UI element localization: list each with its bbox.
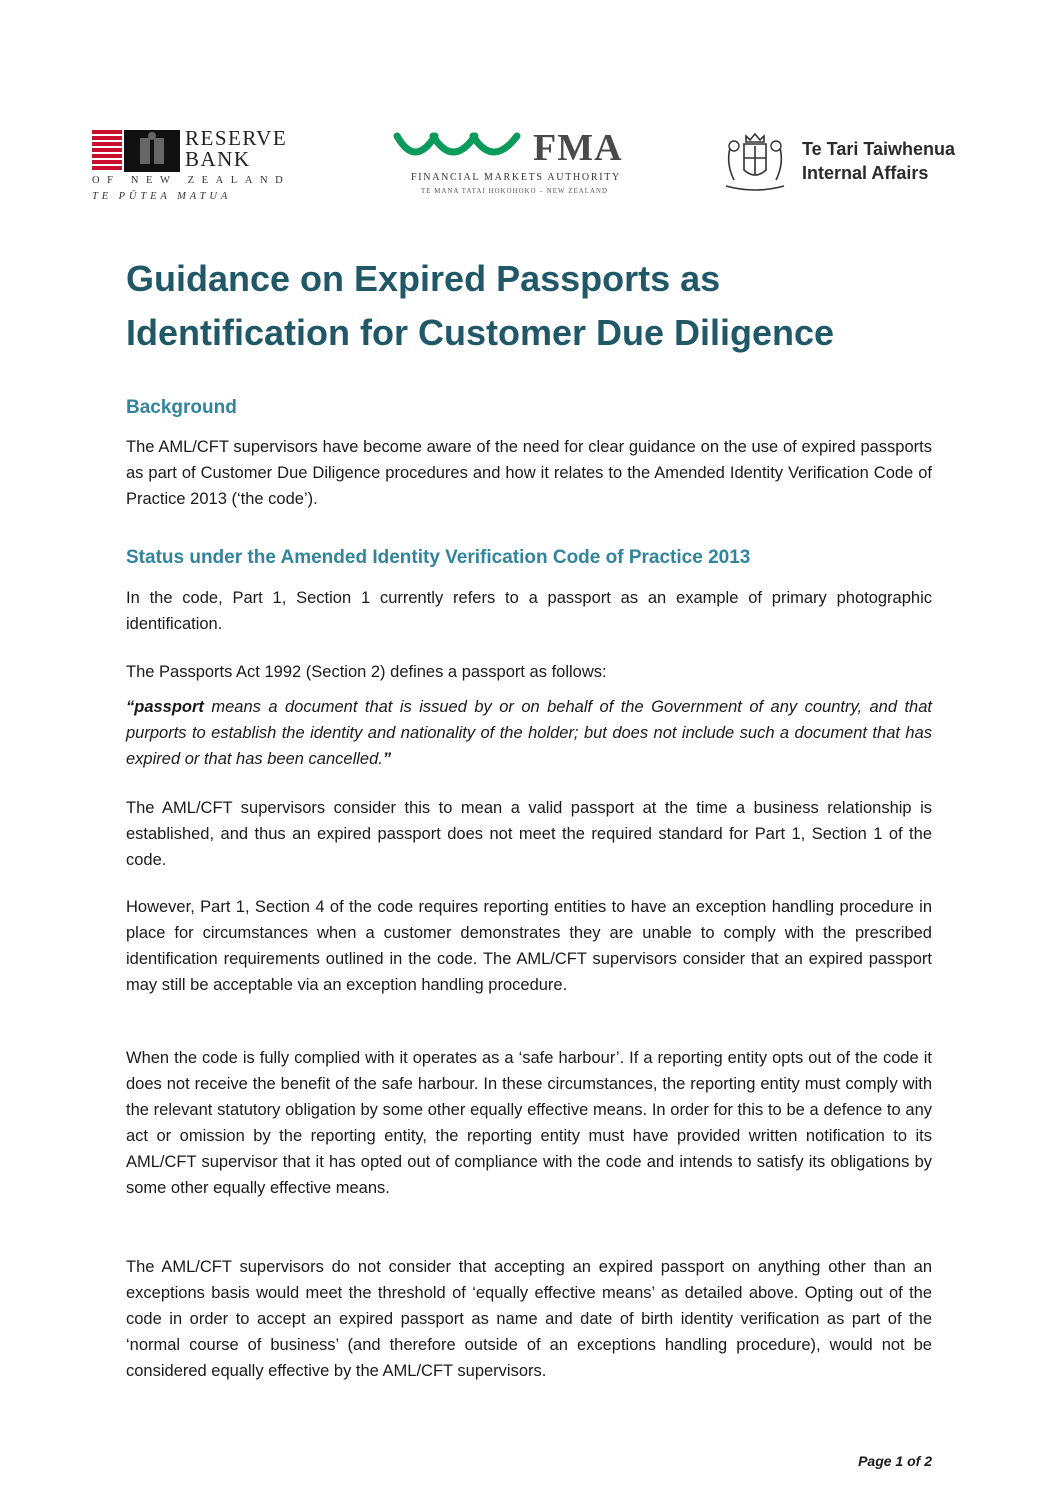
rbnz-crest-icon [92, 130, 180, 172]
title-line-1: Guidance on Expired Passports as [126, 258, 721, 299]
page-title [126, 252, 946, 360]
quote-term: passport [134, 698, 204, 716]
paragraph-status-2: The Passports Act 1992 (Section 2) defines a passport as follows: [126, 663, 607, 681]
fma-subtitle: FINANCIAL MARKETS AUTHORITY [411, 172, 621, 183]
page-number: Page 1 of 2 [858, 1453, 932, 1469]
paragraph-status-3: The AML/CFT supervisors consider this to mean a valid passport at the time a business relationship is established, and thus an expired passport does not meet the required standard for Part 1, Section 1 of the code. [126, 799, 932, 869]
heading-background: Background [126, 397, 237, 418]
rbnz-line2: BANK [185, 147, 251, 171]
paragraph-background: The AML/CFT supervisors have become aware of the need for clear guidance on the use of expired passports as part of Customer Due Diligence procedures and how it relates to the Amended Identity Verification Code of Practice 2013 (‘the code’). [126, 438, 932, 508]
dia-maori-name: Te Tari Taiwhenua [802, 139, 956, 159]
fma-waves-icon [393, 130, 533, 168]
paragraph-status-6: The AML/CFT supervisors do not consider that accepting an expired passport on anything other than an exceptions basis would meet the threshold of ‘equally effective means’ as detailed above. Opting out of the code in order to accept an expired passport as name and date of birth identity verification as part of the ‘normal course of business’ (and therefore outside of an exceptions handling procedure), would not be considered equally effective by the AML/CFT supervisors. [126, 1258, 932, 1380]
paragraph-status-1: In the code, Part 1, Section 1 currently refers to a passport as an example of primary photographic identification. [126, 589, 932, 633]
quote-open-mark: “ [126, 698, 135, 716]
coat-of-arms-icon [720, 128, 790, 194]
passport-definition-quote [126, 694, 932, 772]
rbnz-name [185, 128, 287, 170]
quote-body: means a document that is issued by or on behalf of the Government of any country, and that purports to establish the identity and nationality of the holder; but does not include such a document that has expired or that has been cancelled. [126, 698, 932, 768]
fma-name: FMA [533, 127, 623, 169]
rbnz-subtitle: OF NEW ZEALAND [92, 175, 291, 186]
rbnz-maori-name: TE PŪTEA MATUA [92, 191, 232, 202]
rbnz-line1: RESERVE [185, 126, 288, 150]
paragraph-status-5: When the code is fully complied with it operates as a ‘safe harbour’. If a reporting entity opts out of the code it does not receive the benefit of the safe harbour. In these circumstances, the reporting entity must comply with the relevant statutory obligation by some other equally effective means. In order for this to be a defence to any act or omission by the reporting entity, the reporting entity must have provided written notification to its AML/CFT supervisor that it has opted out of compliance with the code and intends to satisfy its obligations by some other equally effective means. [126, 1049, 932, 1197]
heading-status: Status under the Amended Identity Verification Code of Practice 2013 [126, 547, 751, 568]
dia-logo [720, 128, 970, 198]
fma-maori-name: TE MANA TATAI HOKOHOKO – NEW ZEALAND [421, 188, 609, 195]
title-line-2: Identification for Customer Due Diligence [126, 312, 835, 353]
dia-english-name: Internal Affairs [802, 163, 929, 183]
fma-logo [393, 128, 643, 200]
quote-close-mark: ” [382, 750, 392, 768]
paragraph-status-4: However, Part 1, Section 4 of the code requires reporting entities to have an exception handling procedure in place for circumstances when a customer demonstrates they are unable to comply with the prescribed identification requirements outlined in the code. The AML/CFT supervisors consider that an expired passport may still be acceptable via an exception handling procedure. [126, 898, 932, 994]
rbnz-logo [92, 128, 307, 204]
